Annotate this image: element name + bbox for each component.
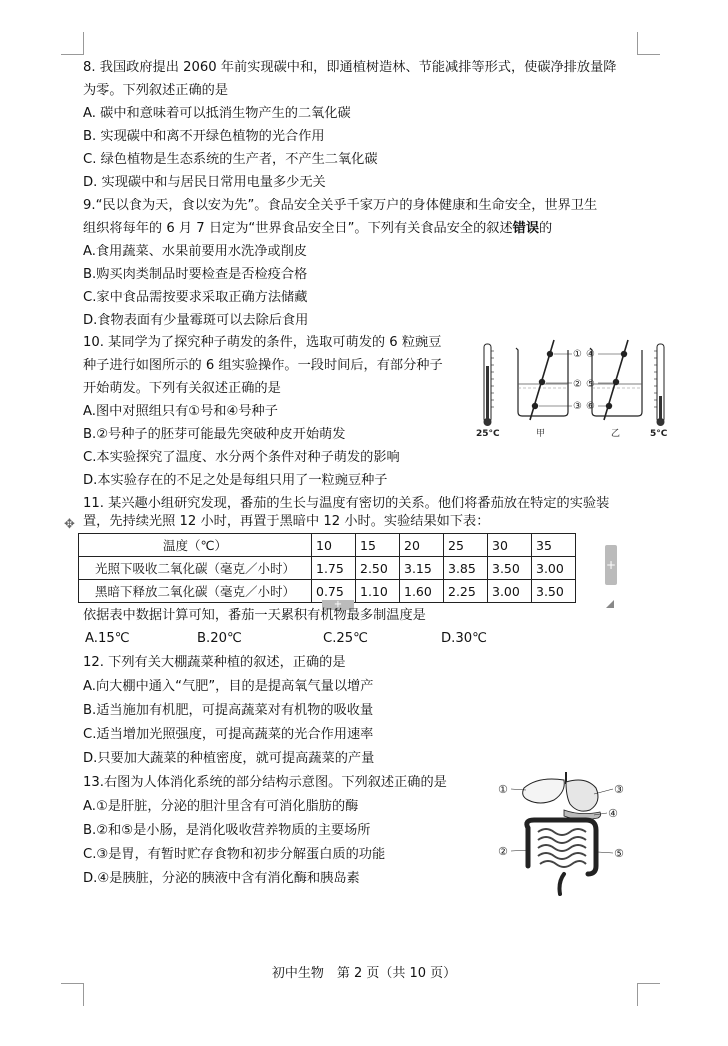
- seed-1: [547, 351, 553, 357]
- stomach: [566, 780, 598, 811]
- organ-mark-1: ①: [498, 783, 508, 796]
- q10-option-a: A.图中对照组只有①号和④号种子: [83, 404, 278, 419]
- q9-option-c: C.家中食品需按要求采取正确方法储藏: [83, 290, 308, 305]
- crop-mark-top-left: [61, 32, 84, 55]
- q8-option-c: C. 绿色植物是生态系统的生产者，不产生二氧化碳: [83, 152, 378, 167]
- table-header-cell: 20: [400, 534, 444, 557]
- q12-option-b: B.适当施加有机肥，可提高蔬菜对有机物的吸收量: [83, 703, 374, 718]
- seed-3: [532, 403, 538, 409]
- organ-mark-5: ⑤: [614, 847, 624, 860]
- q9-stem-line2: [83, 220, 552, 238]
- table-row: [79, 557, 576, 580]
- q10-stem-line2: 种子进行如图所示的 6 组实验操作。一段时间后，有部分种子: [83, 358, 443, 373]
- q13-option-c: C.③是胃，有暂时贮存食物和初步分解蛋白质的功能: [83, 847, 386, 862]
- table-cell: 3.85: [444, 557, 488, 580]
- q9-option-b: B.购买肉类制品时要检查是否检疫合格: [83, 267, 308, 282]
- q11-option-a: A.15℃: [85, 631, 130, 646]
- add-column-button[interactable]: +: [605, 545, 617, 585]
- q10-option-b: B.②号种子的胚芽可能最先突破种皮开始萌发: [83, 427, 346, 442]
- seed-4: [621, 351, 627, 357]
- table-cell: 黑暗下释放二氧化碳（毫克／小时）: [79, 580, 312, 603]
- q9-stem-end: 的: [539, 221, 553, 236]
- small-intestine: [538, 829, 586, 867]
- organ-mark-3: ③: [614, 783, 624, 796]
- beaker-left-label: 甲: [536, 429, 546, 439]
- table-cell: 0.75: [312, 580, 356, 603]
- table-cell: 3.00: [488, 580, 532, 603]
- q9-emphasis: 错误: [512, 221, 540, 236]
- table-cell: 光照下吸收二氧化碳（毫克／小时）: [79, 557, 312, 580]
- beaker-right-label: 乙: [611, 429, 621, 439]
- q9-option-a: A.食用蔬菜、水果前要用水洗净或削皮: [83, 244, 307, 259]
- q11-option-b: B.20℃: [197, 631, 242, 646]
- mark-1: ①: [573, 349, 582, 360]
- crop-mark-bottom-left: [61, 983, 84, 1006]
- table-header-cell: 25: [444, 534, 488, 557]
- mark-3: ③: [573, 401, 582, 412]
- crop-mark-bottom-right: [637, 983, 660, 1006]
- q13-option-d: D.④是胰脏，分泌的胰液中含有消化酶和胰岛素: [83, 871, 360, 886]
- mark-4: ④: [586, 349, 595, 360]
- q8-stem-line1: 8. 我国政府提出 2060 年前实现碳中和，即通植树造林、节能减排等形式，使碳净排放量降: [83, 60, 617, 75]
- liver: [523, 779, 565, 803]
- mark-2: ②: [573, 379, 582, 390]
- table-cell: 3.15: [400, 557, 444, 580]
- temp-left-label: 25°C: [476, 429, 500, 439]
- table-header-row: [79, 534, 576, 557]
- q9-stem-line1: 9.“民以食为天，食以安为先”。食品安全关乎千家万户的身体健康和生命安全，世界卫生: [83, 198, 598, 213]
- table-header-cell: 35: [532, 534, 576, 557]
- q9-option-d: D.食物表面有少量霉斑可以去除后食用: [83, 313, 309, 328]
- q11-stem-line1: 11. 某兴趣小组研究发现，番茄的生长与温度有密切的关系。他们将番茄放在特定的实验装: [83, 496, 610, 511]
- mark-6: ⑥: [586, 401, 595, 412]
- table-cell: 3.50: [532, 580, 576, 603]
- table-cell: 1.10: [356, 580, 400, 603]
- mark-5: ⑤: [586, 379, 595, 390]
- seed-5: [613, 379, 619, 385]
- digestive-system-figure: [494, 770, 634, 898]
- q10-option-c: C.本实验探究了温度、水分两个条件对种子萌发的影响: [83, 450, 400, 465]
- q9-stem-text: 组织将每年的 6 月 7 日定为“世界食品安全日”。下列有关食品安全的叙述: [83, 221, 513, 236]
- seed-6: [606, 403, 612, 409]
- q12-option-d: D.只要加大蔬菜的种植密度，就可提高蔬菜的产量: [83, 751, 375, 766]
- table-move-handle-icon[interactable]: ✥: [64, 517, 75, 532]
- table-header-cell: 10: [312, 534, 356, 557]
- q13-option-a: A.①是肝脏，分泌的胆汁里含有可消化脂肪的酶: [83, 799, 359, 814]
- q13-stem: 13.右图为人体消化系统的部分结构示意图。下列叙述正确的是: [83, 775, 447, 790]
- seed-germination-figure: [474, 336, 674, 440]
- table-cell: 3.50: [488, 557, 532, 580]
- table-header-cell: 15: [356, 534, 400, 557]
- q8-option-a: A. 碳中和意味着可以抵消生物产生的二氧化碳: [83, 106, 351, 121]
- q12-option-a: A.向大棚中通入“气肥”，目的是提高氧气量以增产: [83, 679, 374, 694]
- table-cell: 1.60: [400, 580, 444, 603]
- q8-option-b: B. 实现碳中和离不开绿色植物的光合作用: [83, 129, 325, 144]
- q11-question: 依据表中数据计算可知，番茄一天累积有机物最多制温度是: [83, 608, 426, 623]
- q10-option-d: D.本实验存在的不足之处是每组只用了一粒豌豆种子: [83, 473, 388, 488]
- q11-stem-line2: 置，先持续光照 12 小时，再置于黑暗中 12 小时。实验结果如下表：: [83, 514, 490, 529]
- q8-option-d: D. 实现碳中和与居民日常用电量多少无关: [83, 175, 326, 190]
- table-resize-handle[interactable]: [606, 600, 614, 608]
- q10-stem-line3: 开始萌发。下列有关叙述正确的是: [83, 381, 281, 396]
- temperature-co2-table: [78, 533, 576, 603]
- add-row-button[interactable]: +: [322, 600, 354, 610]
- table-header-cell: 30: [488, 534, 532, 557]
- q10-stem-line1: 10. 某同学为了探究种子萌发的条件，选取可萌发的 6 粒豌豆: [83, 335, 442, 350]
- table-cell: 2.50: [356, 557, 400, 580]
- q12-option-c: C.适当增加光照强度，可提高蔬菜的光合作用速率: [83, 727, 374, 742]
- table-cell: 3.00: [532, 557, 576, 580]
- seed-2: [539, 379, 545, 385]
- table-header-cell: 温度（℃）: [79, 534, 312, 557]
- table-cell: 2.25: [444, 580, 488, 603]
- organ-mark-4: ④: [608, 807, 618, 820]
- table-cell: 1.75: [312, 557, 356, 580]
- q11-option-c: C.25℃: [323, 631, 368, 646]
- q12-stem: 12. 下列有关大棚蔬菜种植的叙述，正确的是: [83, 655, 346, 670]
- q11-option-d: D.30℃: [441, 631, 487, 646]
- organ-mark-2: ②: [498, 845, 508, 858]
- page-footer: 初中生物 第 2 页（共 10 页）: [271, 966, 457, 981]
- q8-stem-line2: 为零。下列叙述正确的是: [83, 83, 229, 98]
- crop-mark-top-right: [637, 32, 660, 55]
- temp-right-label: 5°C: [650, 429, 668, 439]
- q13-option-b: B.②和⑤是小肠，是消化吸收营养物质的主要场所: [83, 823, 371, 838]
